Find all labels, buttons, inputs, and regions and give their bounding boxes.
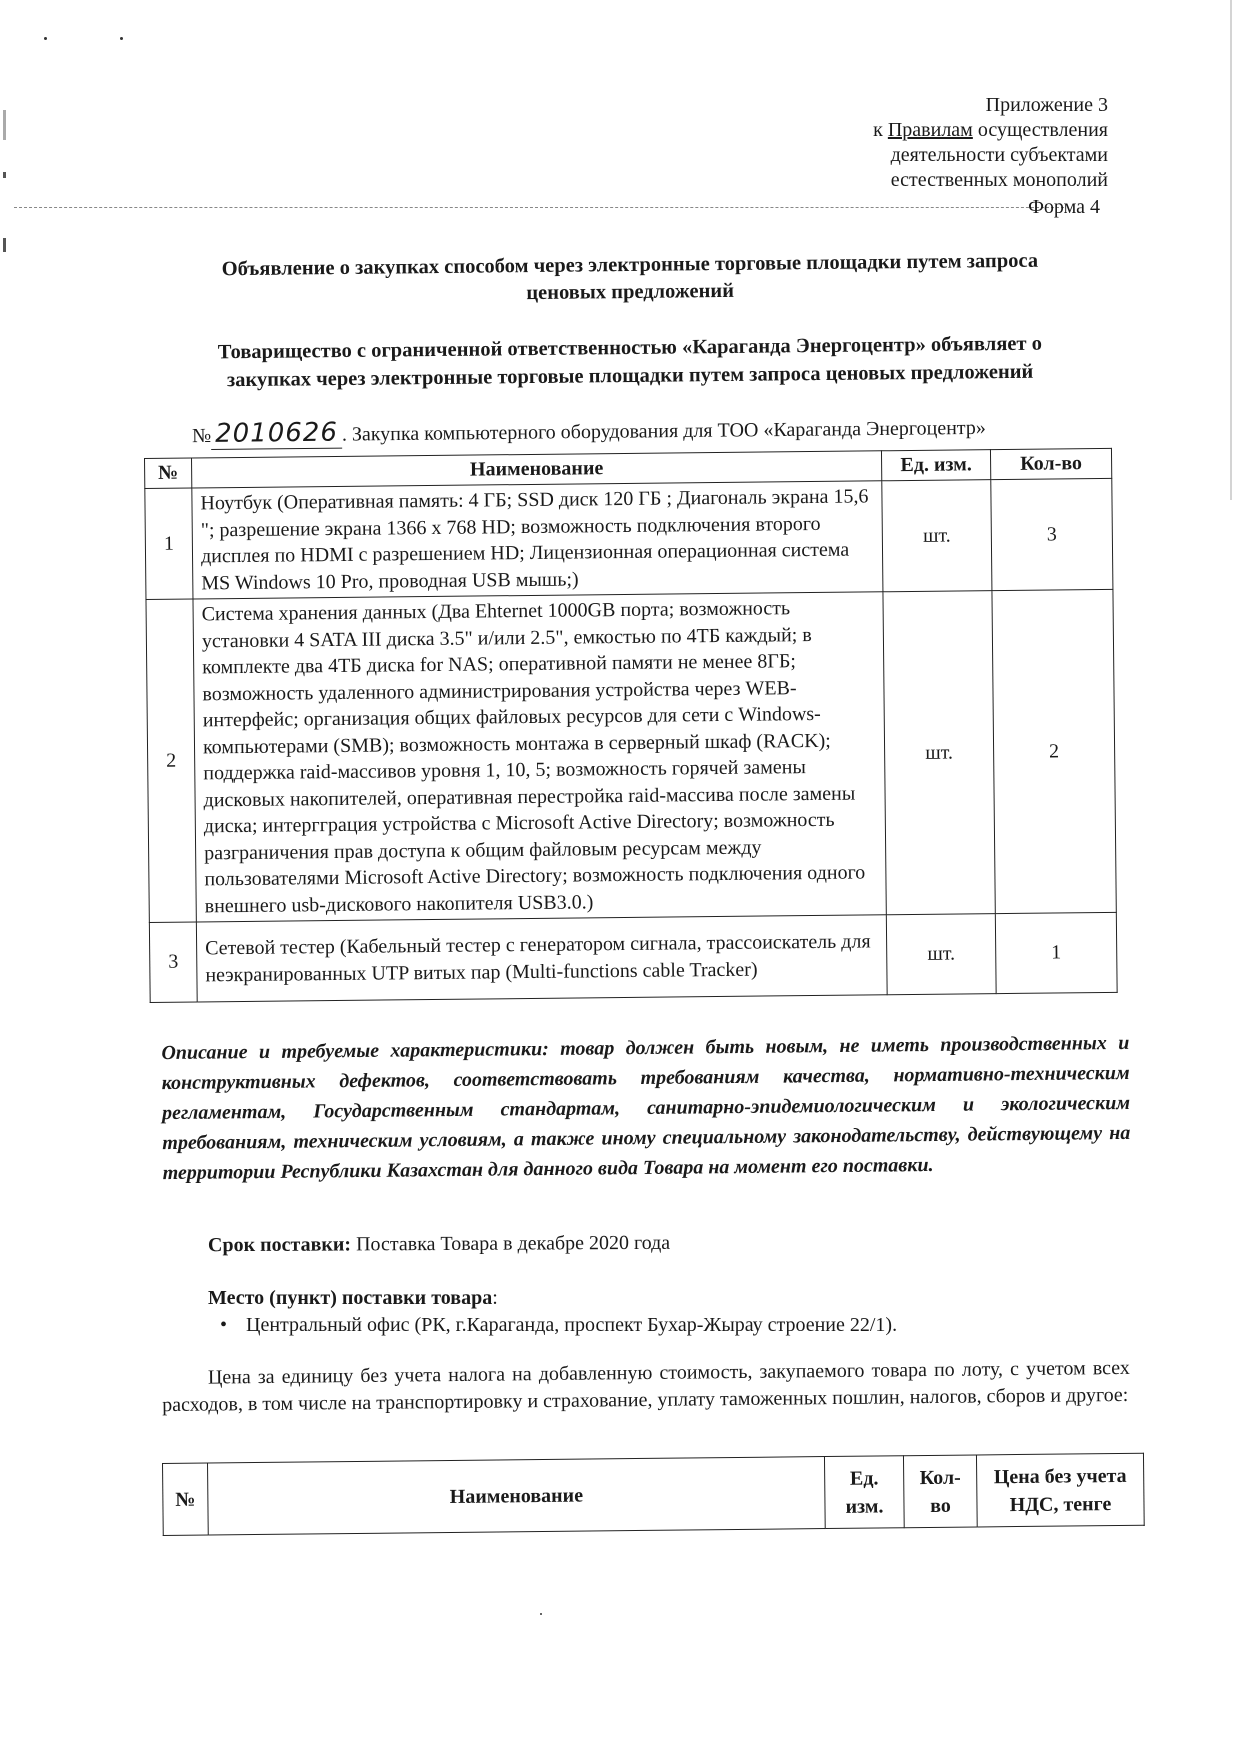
annex-header xyxy=(873,93,1108,193)
delivery-place xyxy=(208,1285,897,1339)
form-number: Форма 4 xyxy=(1028,196,1100,218)
row-num: 3 xyxy=(149,922,197,1002)
lot-number-handwritten: 2010626 xyxy=(211,418,342,450)
table-row xyxy=(146,589,1116,922)
row-name: Сетевой тестер (Кабельный тестер с генератором сигнала, трассоискатель для неэкранированных UTP витых пар (Multi-functions cable Tracker) xyxy=(196,915,887,1002)
delivery-term xyxy=(208,1232,670,1257)
price-paragraph: Цена за единицу без учета налога на добавленную стоимость, закупаемого товара по лоту, с учетом всех расходов, в том числе на транспортировку и страхование, уплату таможенных пошлин, налогов, сборов и другое: xyxy=(162,1356,1130,1417)
row-qty: 2 xyxy=(992,589,1116,913)
header-num: № xyxy=(145,458,192,488)
row-num: 2 xyxy=(146,599,196,922)
annex-line-4: естественных монополий xyxy=(890,169,1108,191)
prices-header-qty: Кол-во xyxy=(903,1455,977,1528)
prices-table-header-row xyxy=(163,1453,1145,1535)
rules-link[interactable]: Правилам xyxy=(887,119,973,141)
row-unit: шт. xyxy=(882,480,992,592)
header-qty: Кол-во xyxy=(990,448,1111,479)
prices-header-unit: Ед. изм. xyxy=(824,1456,904,1529)
table-row xyxy=(145,478,1113,599)
requirements-description: Описание и требуемые характеристики: товар должен быть новым, не иметь производственных и конструктивных дефектов, соответствовать требованиям качества, нормативно-техническим регламентам, Государственным стандартам, санитарно-эпидемиологическим и экологическим требованиям, техническим условиям, а также иному специальному законодательству, действующему на территории Республики Казахстан для данного вида Товара на момент его поставки. xyxy=(161,1031,1131,1185)
row-qty: 3 xyxy=(991,478,1113,590)
prices-table xyxy=(162,1453,1145,1536)
document-title: Объявление о закупках способом через электронные торговые площадки путем запроса ценовых предложений xyxy=(221,249,1039,305)
row-name: Система хранения данных (Два Ehternet 1000GB порта; возможность установки 4 SATA III диска 3.5" и/или 2.5", емкостью по 4ТБ каждый; в комплекте два 4ТБ диска for NAS; оперативной памяти не менее 8ГБ; возможность удаленного администрирования устройства через WEB-интерфейс; организация общих файловых ресурсов для сети с Windows-компьютерами (SMB); возможность монтажа в серверный шкаф (RACK); поддержка raid-массивов уровня 1, 10, 5; возможность горячей замены дисковых накопителей, оперативная перестройка raid-массива после замены диска; интергграция устройства с Microsoft Active Directory; возможность разграничения прав доступа к общим файловым ресурсам между пользователями Microsoft Active Directory; возможность подключения одного внешнего usb-дискового накопителя USB3.0.) xyxy=(193,592,886,922)
scan-edge-mark xyxy=(1230,0,1232,500)
scan-speck xyxy=(540,1613,542,1615)
table-row xyxy=(149,912,1117,1002)
lot-description: . Закупка компьютерного оборудования для ТОО «Караганда Энергоцентр» xyxy=(341,416,986,446)
scan-edge-mark xyxy=(3,238,6,252)
annex-line-2: к Правилам осуществления xyxy=(873,119,1108,141)
annex-line-3: деятельности субъектами xyxy=(890,144,1108,166)
row-name: Ноутбук (Оперативная память: 4 ГБ; SSD диск 120 ГБ ; Диагональ экрана 15,6 "; разрешение экрана 1366 x 768 HD; возможность подключения второго дисплея по HDMI с разрешением HD; Лицензионная операционная система MS Windows 10 Pro, проводная USB мышь;) xyxy=(192,481,883,599)
row-num: 1 xyxy=(145,488,193,599)
announcement-heading: Товарищество с ограниченной ответственностью «Караганда Энергоцентр» объявляет о закупках через электронные торговые площадки путем запроса ценовых предложений xyxy=(217,332,1043,392)
row-unit: шт. xyxy=(886,914,996,995)
fold-line xyxy=(14,207,1064,208)
bullet-icon: • xyxy=(220,1314,228,1336)
list-item xyxy=(208,1312,897,1339)
header-name: Наименование xyxy=(192,451,882,488)
header-unit: Ед. изм. xyxy=(881,450,990,481)
lot-number-sign: № xyxy=(191,424,212,448)
delivery-term-label: Срок поставки: xyxy=(207,1233,352,1257)
delivery-place-value: Центральный офис (РК, г.Караганда, проспект Бухар-Жырау строение 22/1). xyxy=(246,1314,898,1336)
row-unit: шт. xyxy=(883,591,995,915)
row-qty: 1 xyxy=(995,912,1117,993)
lot-line xyxy=(192,411,986,450)
prices-header-name: Наименование xyxy=(208,1457,826,1535)
delivery-term-value: Поставка Товара в декабре 2020 года xyxy=(351,1231,671,1256)
prices-header-num: № xyxy=(163,1463,209,1535)
items-table xyxy=(144,448,1118,1003)
scan-edge-mark xyxy=(3,110,6,140)
scan-edge-mark xyxy=(3,172,6,178)
delivery-place-heading: Место (пункт) поставки товара: xyxy=(208,1287,498,1309)
prices-header-price: Цена без учета НДС, тенге xyxy=(976,1453,1144,1527)
annex-line-1: Приложение 3 xyxy=(985,94,1108,116)
